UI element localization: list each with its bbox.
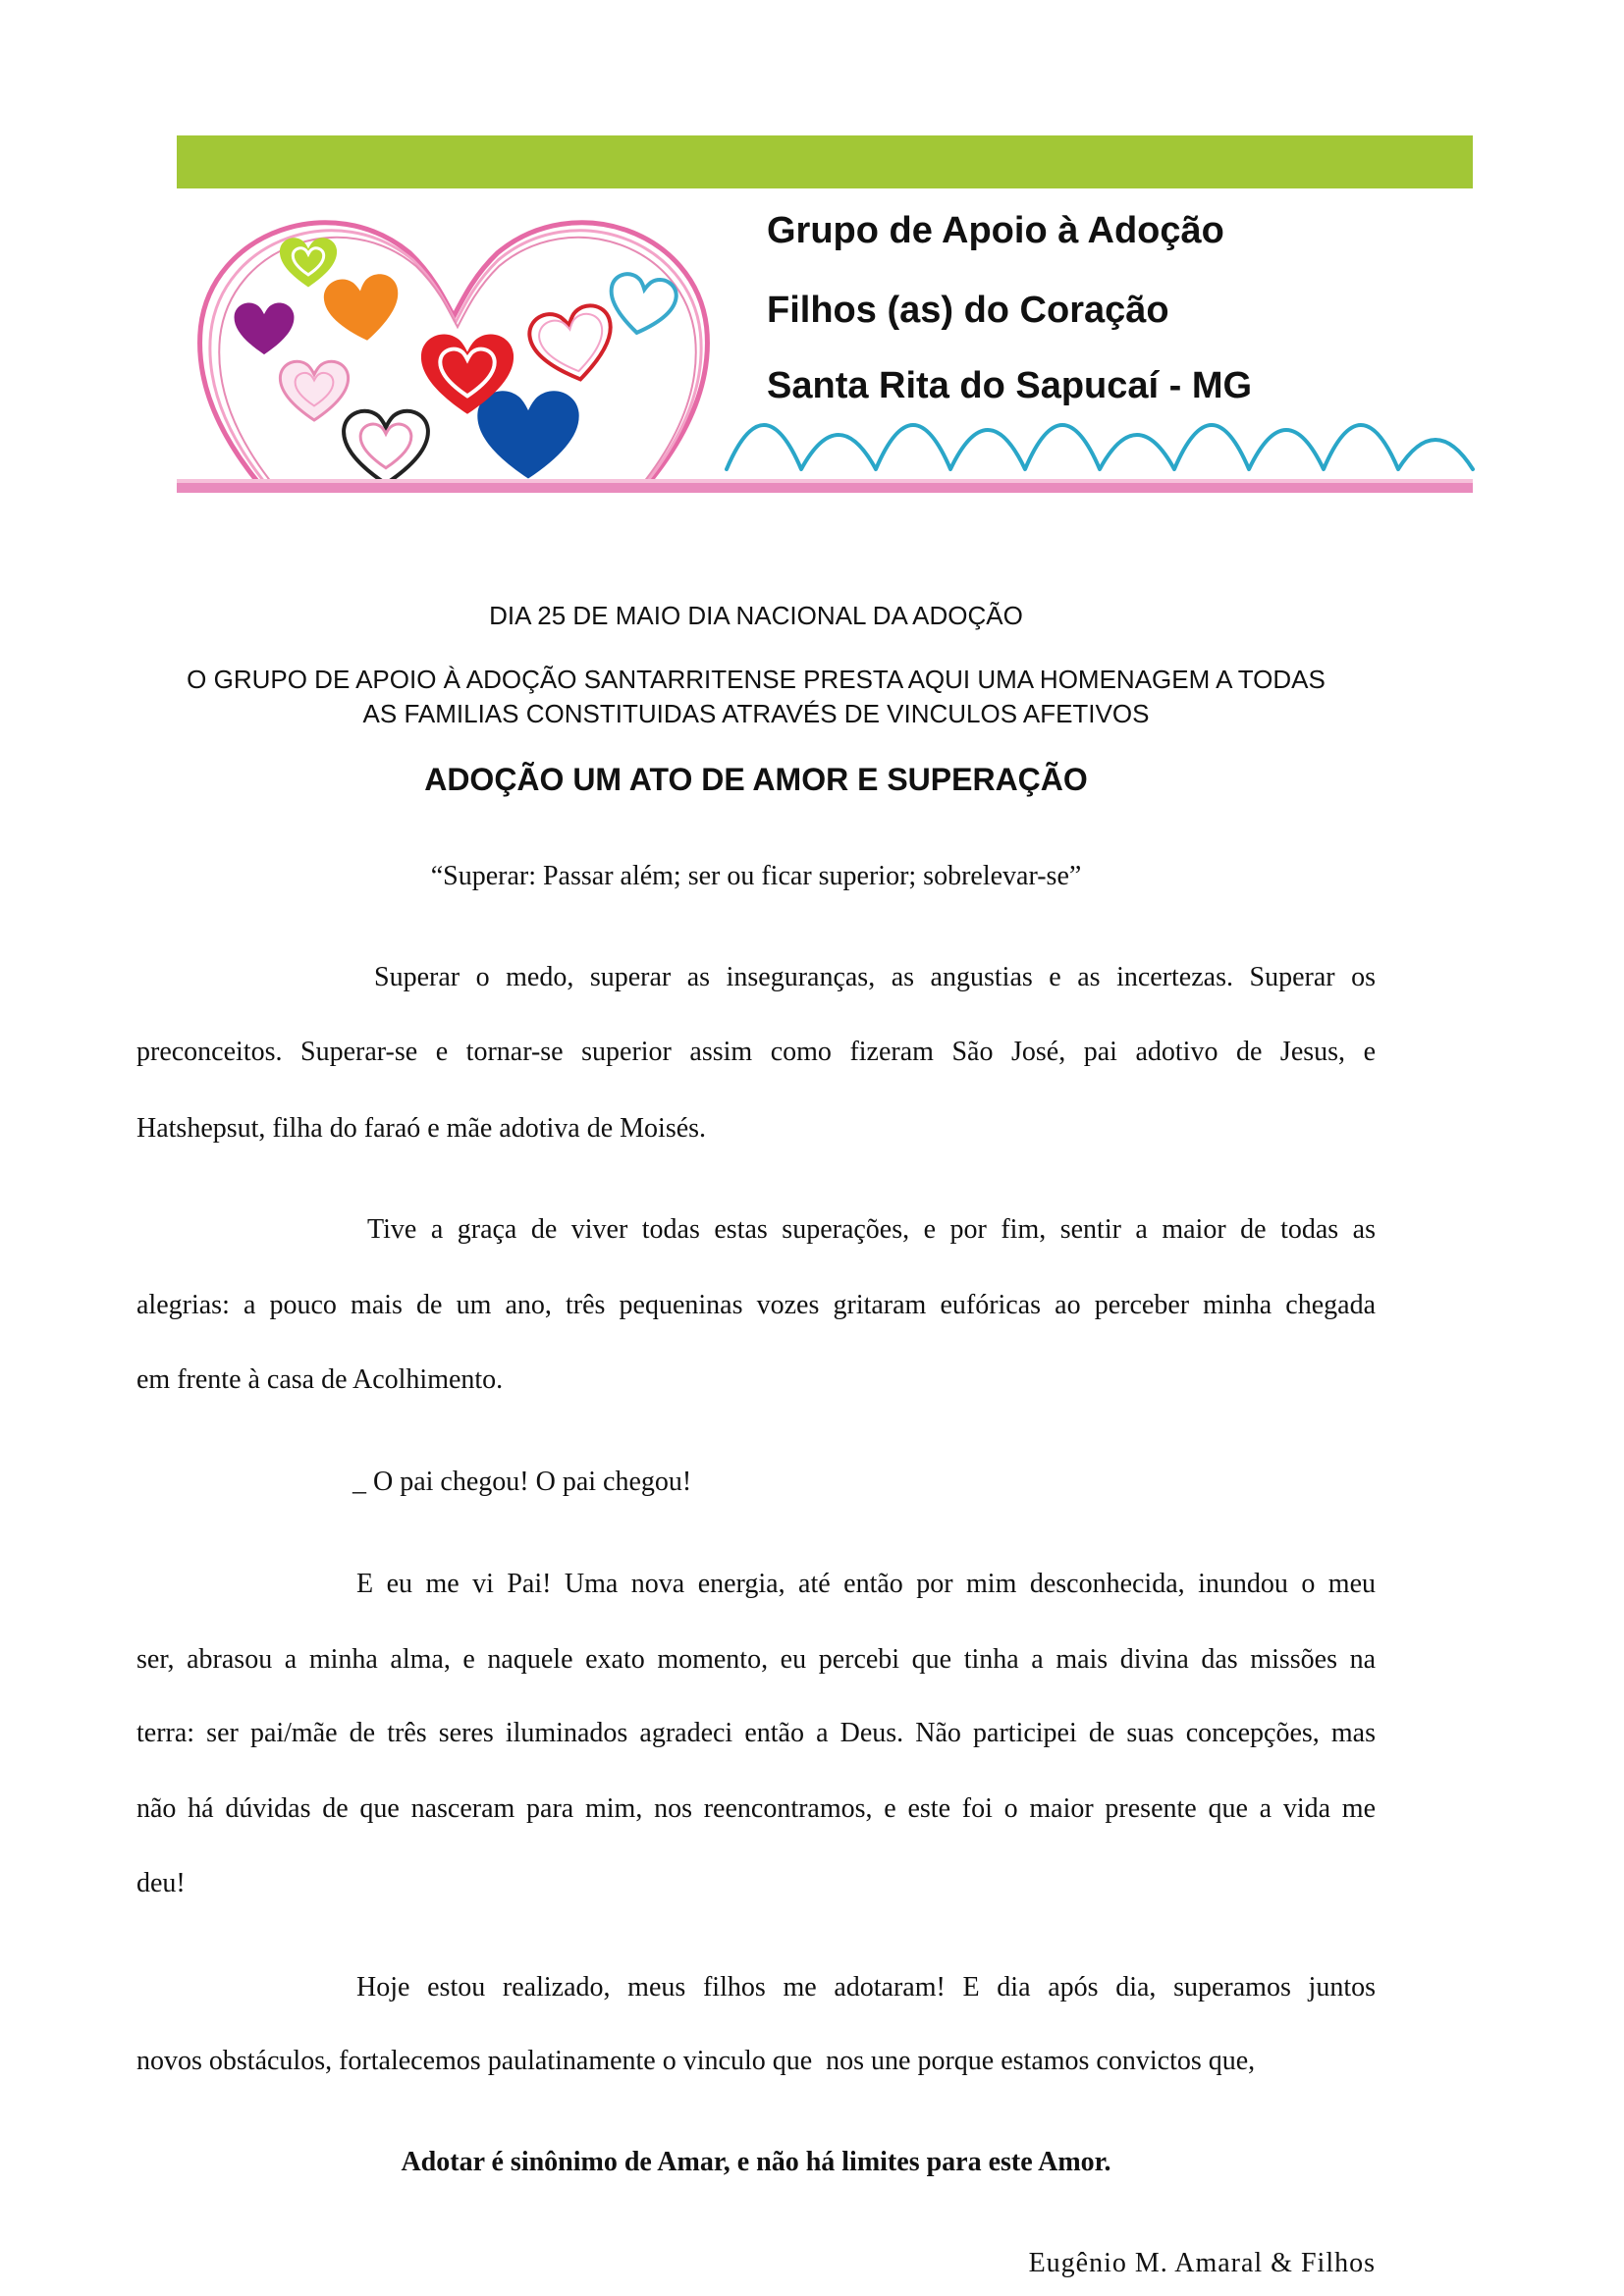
exclamation-line: _ O pai chegou! O pai chegou! — [352, 1467, 692, 1497]
orange-heart-fill — [321, 272, 404, 346]
paragraph-line: deu! — [136, 1868, 186, 1898]
paragraph-line: novos obstáculos, fortalecemos paulatinamente o vinculo que nos une porque estamos convictos que, — [136, 2046, 1256, 2076]
paragraph-line: preconceitos. Superar-se e tornar-se superior assim como fizeram São José, pai adotivo de Jesus, e — [136, 1037, 1376, 1067]
banner-title-line-2: Filhos (as) do Coração — [767, 290, 1169, 331]
paragraph-line: terra: ser pai/mãe de três seres iluminados agradeci então a Deus. Não participei de suas concepções, mas — [136, 1718, 1376, 1748]
pink-heart-outer — [280, 361, 348, 420]
paragraph-line: ser, abrasou a minha alma, e naquele exato momento, eu percebi que tinha a mais divina das missões na — [136, 1644, 1376, 1675]
signature: Eugênio M. Amaral & Filhos — [1028, 2248, 1376, 2278]
headline: ADOÇÃO UM ATO DE AMOR E SUPERAÇÃO — [424, 762, 1088, 797]
tribute-line-2: AS FAMILIAS CONSTITUIDAS ATRAVÉS DE VINCULOS AFETIVOS — [362, 699, 1150, 728]
paragraph-line: não há dúvidas de que nasceram para mim, nos reencontramos, e este foi o maior presente que a vida me — [136, 1793, 1376, 1824]
closing-statement: Adotar é sinônimo de Amar, e não há limites para este Amor. — [401, 2147, 1111, 2177]
paragraph-line: E eu me vi Pai! Uma nova energia, até então por mim desconhecida, inundou o meu — [356, 1569, 1376, 1599]
teal-heart-outline — [605, 272, 678, 339]
purple-heart-fill — [235, 302, 295, 354]
pink-outline-heart-icon — [280, 361, 348, 420]
black-heart-outer — [344, 411, 428, 484]
orange-heart-icon — [321, 272, 404, 346]
paragraph-line: Hatshepsut, filha do faraó e mãe adotiva de Moisés. — [136, 1113, 707, 1144]
lime-heart-fill — [280, 238, 337, 287]
paragraph-line: Superar o medo, superar as inseguranças, as angustias e as incertezas. Superar os — [374, 962, 1376, 992]
date-heading: DIA 25 DE MAIO DIA NACIONAL DA ADOÇÃO — [489, 601, 1023, 630]
teal-outline-heart-icon — [605, 272, 678, 339]
banner-title-line-1: Grupo de Apoio à Adoção — [767, 210, 1224, 251]
red-outline-heart-icon — [526, 302, 621, 388]
tribute-line-1: O GRUPO DE APOIO À ADOÇÃO SANTARRITENSE PRESTA AQUI UMA HOMENAGEM A TODAS — [187, 665, 1326, 694]
header-banner — [0, 0, 1624, 510]
paragraph-line: em frente à casa de Acolhimento. — [136, 1364, 504, 1395]
definition-quote: “Superar: Passar além; ser ou ficar superior; sobrelevar-se” — [430, 861, 1082, 891]
red-outline-heart-outer — [526, 302, 621, 388]
paragraph-line: alegrias: a pouco mais de um ano, três pequeninas vozes gritaram eufóricas ao perceber minha chegada — [136, 1290, 1376, 1320]
blue-heart-icon — [477, 391, 578, 478]
green-banner-bar — [177, 135, 1473, 188]
paragraph-line: Tive a graça de viver todas estas superações, e por fim, sentir a maior de todas as — [367, 1214, 1376, 1245]
pink-banner-bar-highlight — [177, 479, 1473, 483]
lime-heart-icon — [280, 238, 337, 287]
black-outline-heart-icon — [344, 411, 428, 484]
blue-wave-line — [727, 425, 1473, 469]
paragraph-line: Hoje estou realizado, meus filhos me adotaram! E dia após dia, superamos juntos — [356, 1972, 1376, 2002]
banner-title-line-3: Santa Rita do Sapucaí - MG — [767, 365, 1253, 406]
purple-heart-icon — [235, 302, 295, 354]
blue-heart-fill — [477, 391, 578, 478]
